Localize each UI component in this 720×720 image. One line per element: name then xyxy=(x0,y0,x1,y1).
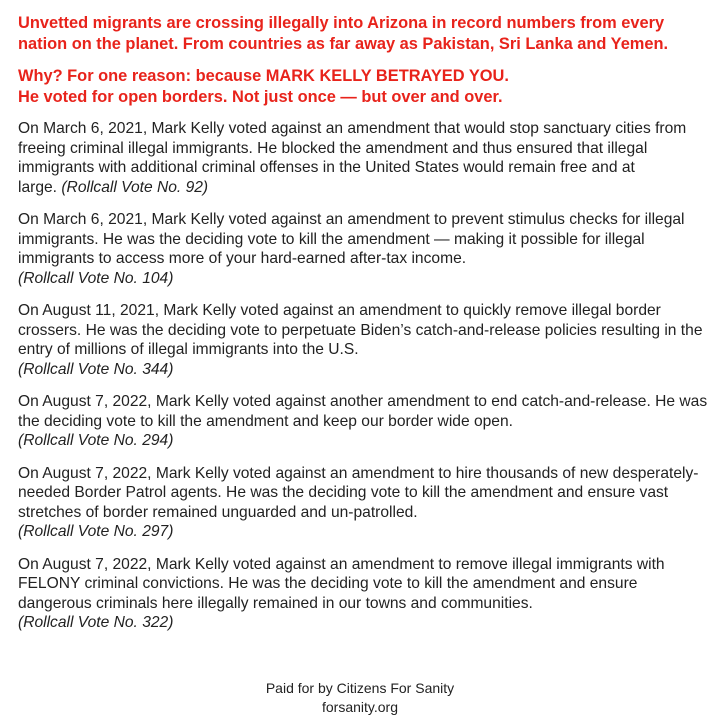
vote-citation: (Rollcall Vote No. 92) xyxy=(61,178,209,196)
vote-citation: (Rollcall Vote No. 344) xyxy=(18,360,174,378)
headline-intro xyxy=(18,13,714,55)
vote-paragraph xyxy=(18,210,714,288)
paid-for-line: Paid for by Citizens For Sanity xyxy=(265,680,455,696)
vote-paragraph xyxy=(18,464,714,542)
vote-citation: (Rollcall Vote No. 294) xyxy=(18,432,174,449)
vote-paragraph xyxy=(18,392,714,451)
vote-citation: (Rollcall Vote No. 322) xyxy=(18,614,174,631)
vote-text: On March 6, 2021, Mark Kelly voted against an amendment that would stop sanctuary cities from freeing criminal illegal immigrants. He blocked the amendment and thus ensured that illegal immigrants with additional criminal offenses in the United States would remain free and at large. xyxy=(18,120,687,196)
headline-accusation-line: He voted for open borders. Not just once — but over and over. xyxy=(18,88,503,106)
vote-text: On August 7, 2022, Mark Kelly voted against another amendment to end catch-and-release. He was the deciding vote to kill the amendment and keep our border wide open. xyxy=(18,393,708,430)
headline-accusation xyxy=(18,66,714,108)
vote-text: On March 6, 2021, Mark Kelly voted against an amendment to prevent stimulus checks for illegal immigrants. He was the deciding vote to kill the amendment — making it possible for illegal immigrants to access more of your hard-earned after-tax income. xyxy=(18,211,685,267)
headline-intro-line: nation on the planet. From countries as far away as Pakistan, Sri Lanka and Yemen. xyxy=(18,35,669,53)
vote-text: On August 11, 2021, Mark Kelly voted against an amendment to quickly remove illegal border crossers. He was the deciding vote to perpetuate Biden’s catch-and-release policies resulting in the entry of millions of illegal immigrants into the U.S. xyxy=(18,302,703,358)
vote-citation: (Rollcall Vote No. 104) xyxy=(18,269,174,287)
vote-text: On August 7, 2022, Mark Kelly voted against an amendment to hire thousands of new desperately-needed Border Patrol agents. He was the deciding vote to kill the amendment and ensure vast stretches of border remained unguarded and un-patrolled. xyxy=(18,464,699,521)
headline-intro-line: Unvetted migrants are crossing illegally into Arizona in record numbers from every xyxy=(18,14,665,32)
website-line: forsanity.org xyxy=(322,699,398,715)
vote-paragraph xyxy=(18,119,714,197)
vote-paragraph xyxy=(18,301,714,379)
vote-citation: (Rollcall Vote No. 297) xyxy=(18,523,174,540)
vote-text: On August 7, 2022, Mark Kelly voted against an amendment to remove illegal immigrants with FELONY criminal convictions. He was the deciding vote to kill the amendment and ensure dangerous criminals here illegally remained in our towns and communities. xyxy=(18,555,665,612)
vote-paragraph xyxy=(18,555,714,633)
headline-accusation-line: Why? For one reason: because MARK KELLY BETRAYED YOU. xyxy=(18,67,509,85)
paid-for-disclaimer xyxy=(0,679,720,717)
